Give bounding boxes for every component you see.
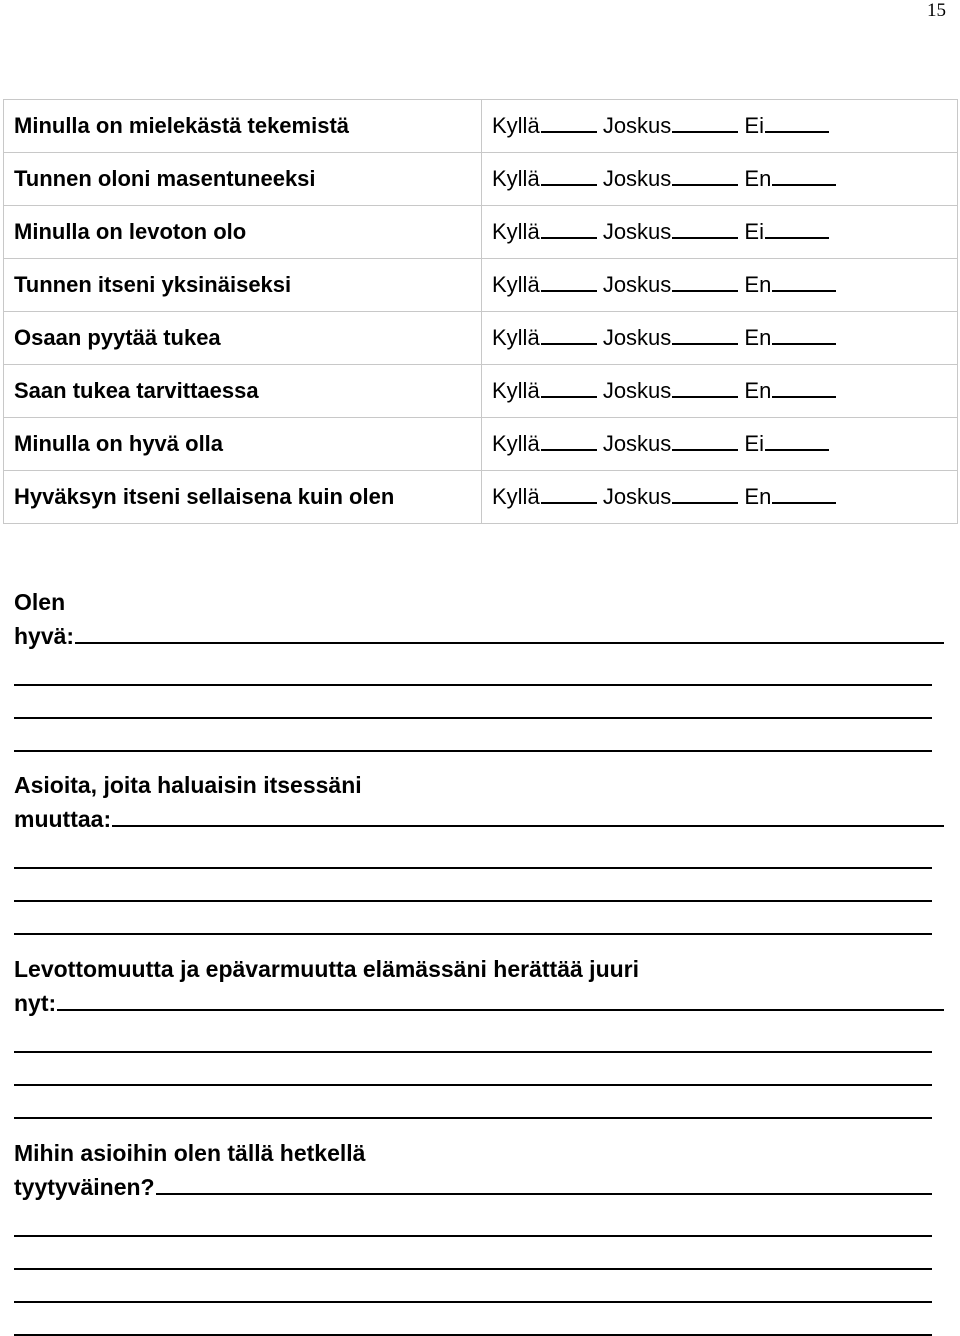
option-sometimes: Joskus	[602, 113, 672, 138]
answer-blank-sometimes[interactable]	[672, 236, 738, 239]
prompt-good-at	[14, 585, 944, 752]
option-yes: Kyllä	[492, 113, 540, 138]
answer-blank-sometimes[interactable]	[672, 501, 738, 504]
checklist-table	[3, 99, 958, 524]
option-sometimes: Joskus	[602, 431, 672, 456]
statement-cell: Tunnen itseni yksinäiseksi	[4, 259, 482, 312]
prompt-label: muuttaa:	[14, 806, 112, 832]
answer-line[interactable]	[14, 1117, 932, 1119]
table-row	[4, 100, 958, 153]
answer-blank-sometimes[interactable]	[672, 448, 738, 451]
page-number: 15	[927, 0, 946, 21]
prompt-things-to-change	[14, 768, 944, 935]
answer-cell	[482, 100, 958, 153]
option-no: Ei	[744, 113, 764, 138]
option-no: En	[744, 484, 772, 509]
option-no: En	[744, 166, 772, 191]
answer-blank-no[interactable]	[765, 130, 829, 133]
option-no: Ei	[744, 219, 764, 244]
answer-line[interactable]	[14, 1084, 932, 1086]
table-row	[4, 153, 958, 206]
answer-line[interactable]	[14, 717, 932, 719]
prompt-heading: Levottomuutta ja epävarmuutta elämässäni herättää juuri	[14, 956, 640, 982]
answer-blank-yes[interactable]	[541, 448, 597, 451]
answer-cell	[482, 365, 958, 418]
option-no: Ei	[744, 431, 764, 456]
answer-blank-yes[interactable]	[541, 501, 597, 504]
table-row	[4, 365, 958, 418]
option-yes: Kyllä	[492, 431, 540, 456]
option-yes: Kyllä	[492, 219, 540, 244]
option-yes: Kyllä	[492, 378, 540, 403]
answer-line[interactable]	[75, 641, 944, 644]
option-sometimes: Joskus	[602, 378, 672, 403]
prompt-label: hyvä:	[14, 623, 75, 649]
answer-blank-sometimes[interactable]	[672, 342, 738, 345]
answer-line[interactable]	[14, 1268, 932, 1270]
answer-line[interactable]	[14, 684, 932, 686]
answer-blank-yes[interactable]	[541, 395, 597, 398]
prompt-label: nyt:	[14, 990, 57, 1016]
prompt-heading: Olen	[14, 589, 66, 615]
table-row	[4, 471, 958, 524]
prompt-uncertainty	[14, 952, 944, 1119]
prompt-heading: Mihin asioihin olen tällä hetkellä	[14, 1140, 366, 1166]
answer-line[interactable]	[112, 824, 944, 827]
answer-cell	[482, 312, 958, 365]
answer-blank-no[interactable]	[772, 342, 836, 345]
prompt-heading: Asioita, joita haluaisin itsessäni	[14, 772, 362, 798]
answer-blank-yes[interactable]	[541, 183, 597, 186]
statement-cell: Saan tukea tarvittaessa	[4, 365, 482, 418]
option-yes: Kyllä	[492, 272, 540, 297]
answer-blank-yes[interactable]	[541, 289, 597, 292]
statement-cell: Minulla on hyvä olla	[4, 418, 482, 471]
answer-line[interactable]	[156, 1192, 932, 1195]
answer-line[interactable]	[57, 1008, 944, 1011]
answer-line[interactable]	[14, 1235, 932, 1237]
option-no: En	[744, 378, 772, 403]
option-no: En	[744, 272, 772, 297]
option-no: En	[744, 325, 772, 350]
table-row	[4, 312, 958, 365]
answer-cell	[482, 206, 958, 259]
answer-cell	[482, 471, 958, 524]
answer-blank-sometimes[interactable]	[672, 183, 738, 186]
answer-line[interactable]	[14, 1301, 932, 1303]
answer-line[interactable]	[14, 750, 932, 752]
prompt-line	[14, 1170, 932, 1204]
prompt-line	[14, 986, 944, 1020]
answer-cell	[482, 418, 958, 471]
answer-blank-sometimes[interactable]	[672, 395, 738, 398]
answer-blank-no[interactable]	[772, 501, 836, 504]
option-sometimes: Joskus	[602, 325, 672, 350]
option-sometimes: Joskus	[602, 166, 672, 191]
answer-line[interactable]	[14, 867, 932, 869]
answer-line[interactable]	[14, 900, 932, 902]
answer-cell	[482, 259, 958, 312]
answer-blank-no[interactable]	[765, 236, 829, 239]
option-sometimes: Joskus	[602, 219, 672, 244]
answer-blank-yes[interactable]	[541, 236, 597, 239]
answer-blank-no[interactable]	[772, 289, 836, 292]
option-sometimes: Joskus	[602, 272, 672, 297]
answer-blank-sometimes[interactable]	[672, 130, 738, 133]
answer-blank-yes[interactable]	[541, 342, 597, 345]
statement-cell: Hyväksyn itseni sellaisena kuin olen	[4, 471, 482, 524]
option-yes: Kyllä	[492, 166, 540, 191]
answer-line[interactable]	[14, 933, 932, 935]
statement-cell: Tunnen oloni masentuneeksi	[4, 153, 482, 206]
answer-cell	[482, 153, 958, 206]
option-yes: Kyllä	[492, 484, 540, 509]
answer-blank-yes[interactable]	[541, 130, 597, 133]
statement-cell: Minulla on mielekästä tekemistä	[4, 100, 482, 153]
option-sometimes: Joskus	[602, 484, 672, 509]
prompt-label: tyytyväinen?	[14, 1174, 155, 1200]
prompt-satisfied-with	[14, 1136, 944, 1336]
answer-blank-no[interactable]	[772, 395, 836, 398]
table-row	[4, 259, 958, 312]
answer-blank-no[interactable]	[772, 183, 836, 186]
prompt-line	[14, 802, 944, 836]
answer-line[interactable]	[14, 1051, 932, 1053]
answer-blank-no[interactable]	[765, 448, 829, 451]
prompt-line	[14, 619, 944, 653]
statement-cell: Osaan pyytää tukea	[4, 312, 482, 365]
table-row	[4, 418, 958, 471]
answer-blank-sometimes[interactable]	[672, 289, 738, 292]
option-yes: Kyllä	[492, 325, 540, 350]
statement-cell: Minulla on levoton olo	[4, 206, 482, 259]
table-row	[4, 206, 958, 259]
